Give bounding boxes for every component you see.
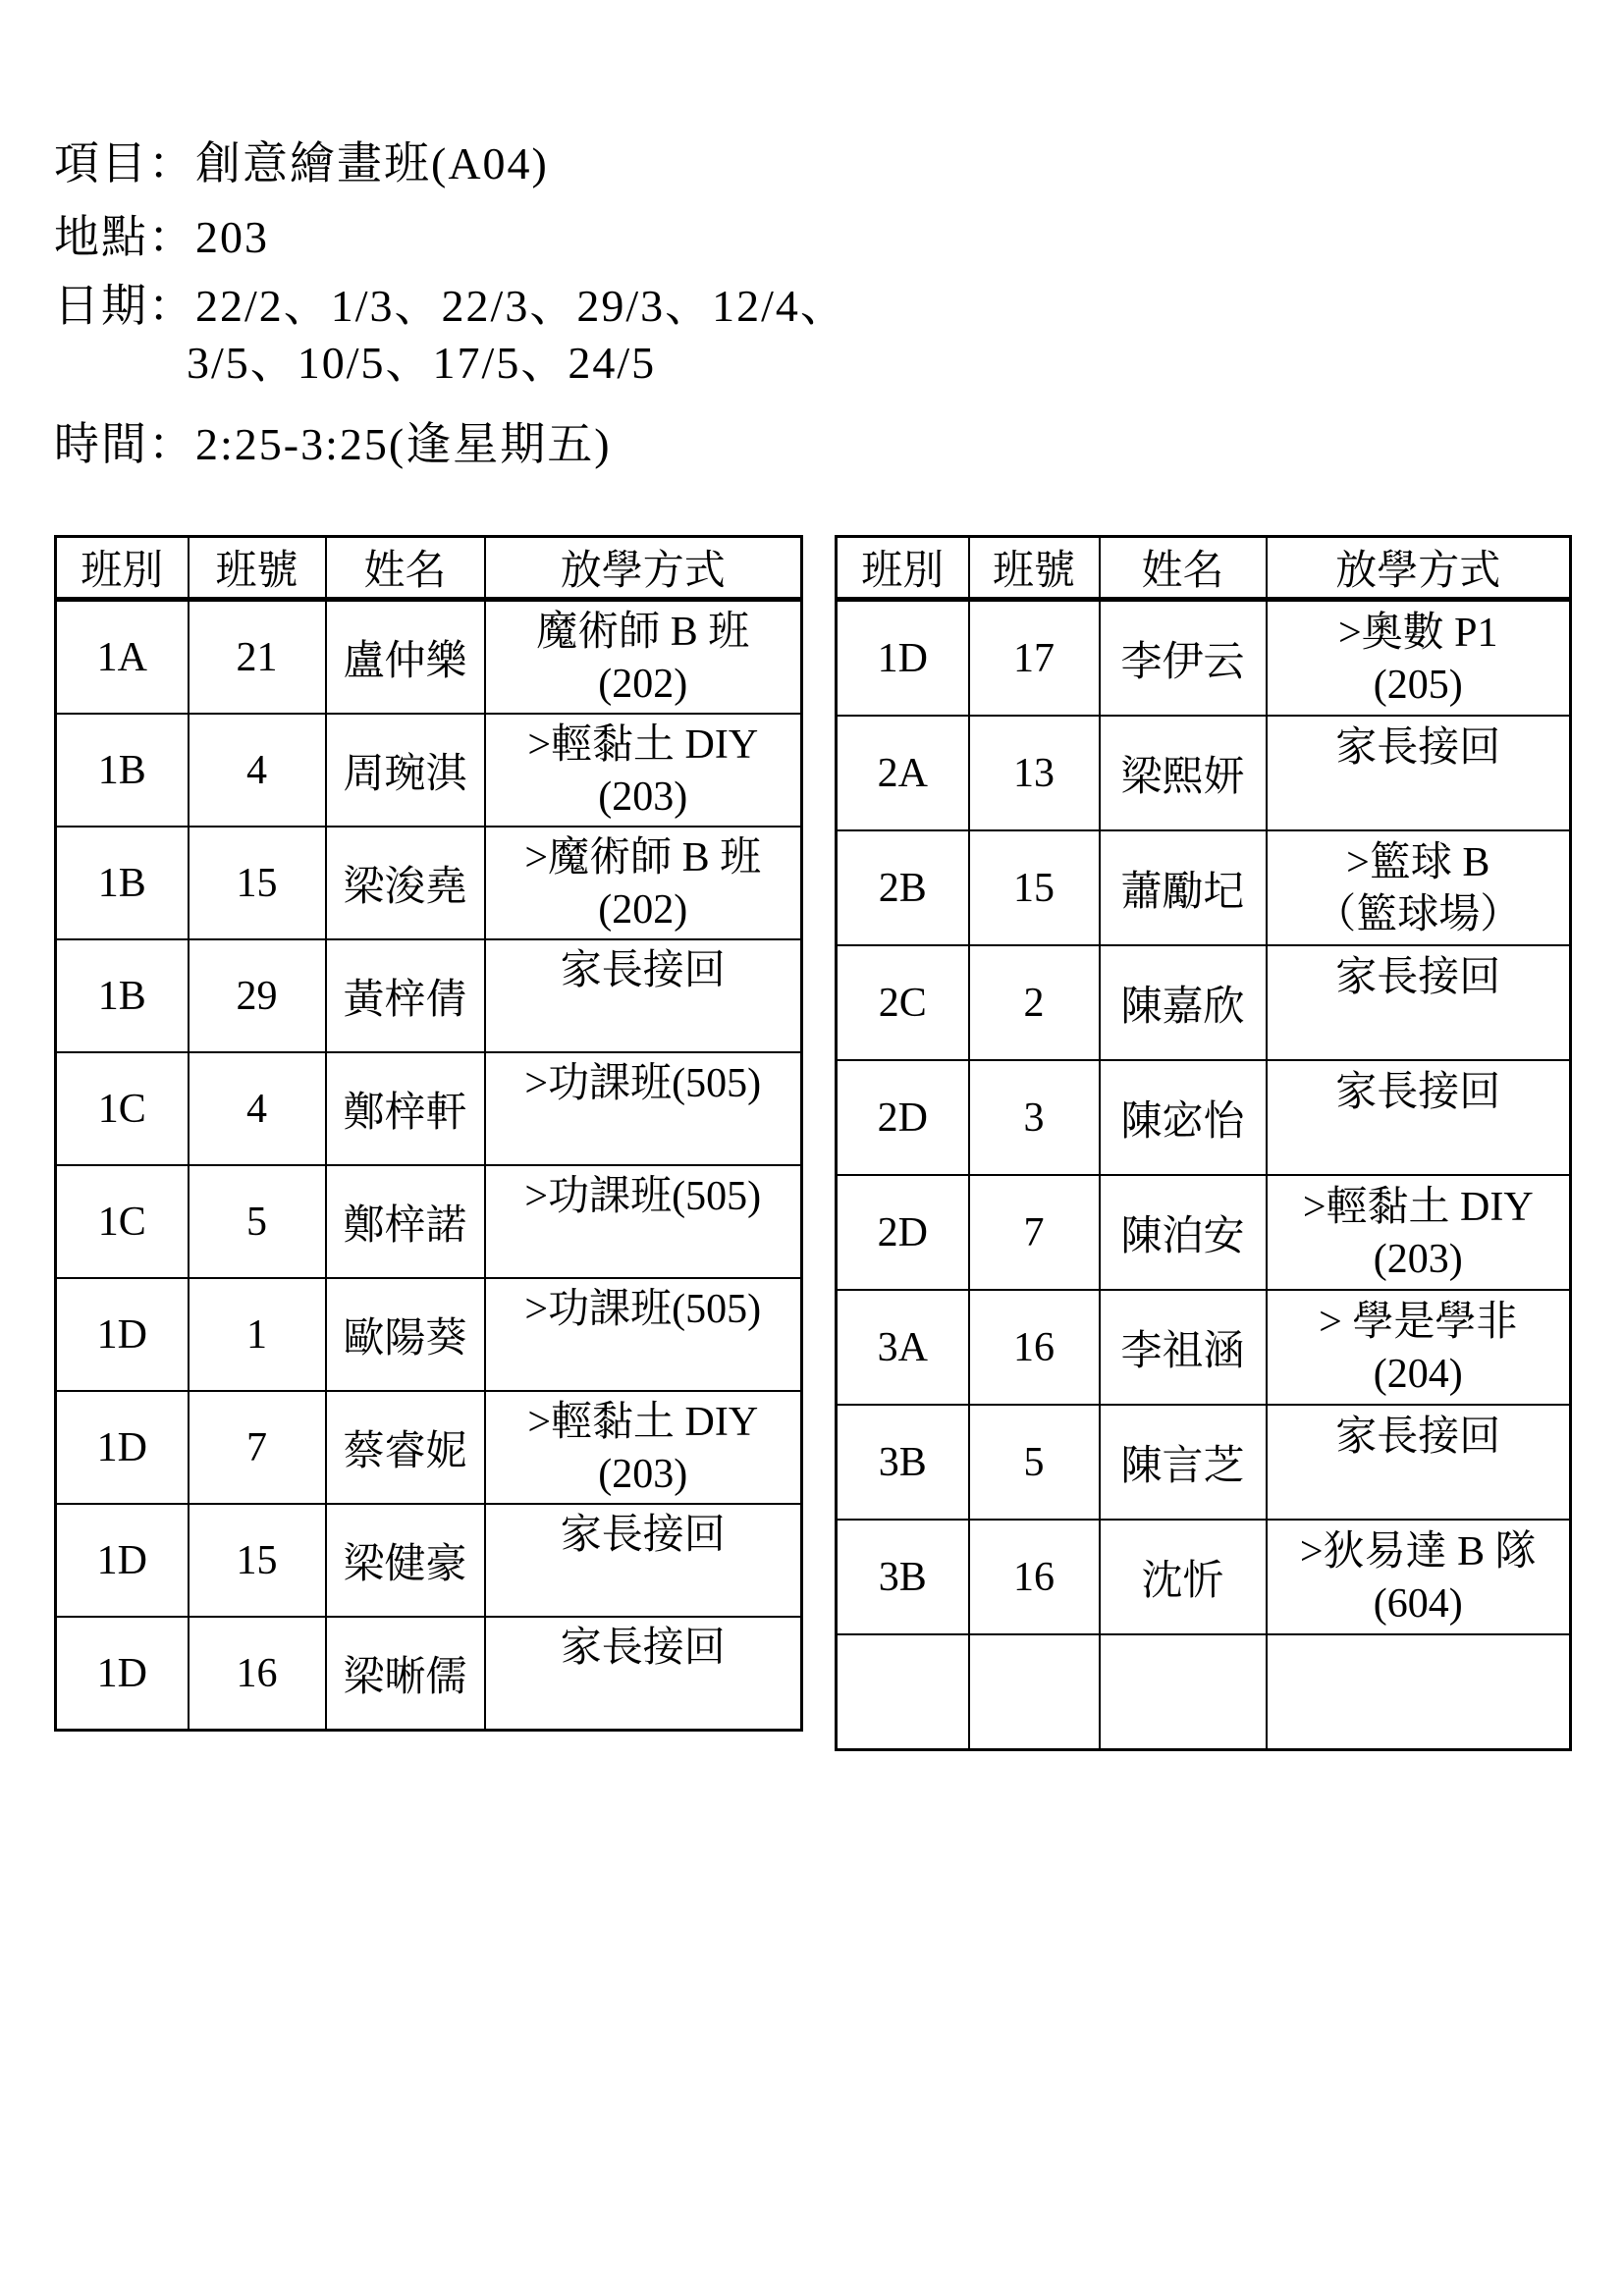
cell-class: 1D [56, 1617, 189, 1731]
method-line-1: >魔術師 B 班 [524, 835, 762, 881]
cell-number: 16 [969, 1520, 1100, 1634]
cell-number: 17 [969, 600, 1100, 717]
cell-class: 3B [837, 1520, 969, 1634]
cell-name: 鄭梓軒 [326, 1052, 485, 1165]
col-header-class: 班別 [56, 537, 189, 600]
table-header-row [837, 537, 1571, 600]
cell-name: 黃梓倩 [326, 939, 485, 1052]
header-item-line: 項目：創意繪畫班(A04) [54, 138, 549, 188]
method-line-2: (204) [1373, 1352, 1463, 1397]
cell-name: 盧仲樂 [326, 600, 485, 715]
col-header-name: 姓名 [1100, 537, 1267, 600]
cell-name: 陳泊安 [1100, 1175, 1267, 1290]
table-row-empty [837, 1634, 1571, 1750]
left-table-wrap [54, 535, 803, 1732]
method-line-1: 家長接回 [1335, 725, 1501, 771]
table-row [56, 1617, 802, 1731]
cell-name: 梁熙妍 [1100, 716, 1267, 830]
cell-method [485, 1617, 802, 1731]
cell-class: 1D [837, 600, 969, 717]
cell-number [969, 1634, 1100, 1750]
cell-name: 陳宓怡 [1100, 1060, 1267, 1175]
cell-method [1267, 600, 1571, 717]
method-line-1: >輕黏土 DIY [1302, 1185, 1534, 1230]
cell-number: 1 [189, 1278, 326, 1391]
col-header-method: 放學方式 [485, 537, 802, 600]
cell-name: 梁晰儒 [326, 1617, 485, 1731]
cell-number: 16 [189, 1617, 326, 1731]
method-line-2 [1268, 1693, 1570, 1745]
method-line-2 [486, 1223, 801, 1275]
cell-class: 2C [837, 945, 969, 1060]
method-line-1: >功課班(505) [524, 1061, 762, 1106]
method-line-1: 家長接回 [560, 1626, 726, 1671]
cell-number: 21 [189, 600, 326, 715]
cell-method [1267, 1405, 1571, 1520]
cell-class: 1A [56, 600, 189, 715]
method-line-1: 家長接回 [1335, 1070, 1501, 1115]
cell-number: 15 [189, 1504, 326, 1617]
col-header-method: 放學方式 [1267, 537, 1571, 600]
table-row [837, 945, 1571, 1060]
cell-number: 5 [189, 1165, 326, 1278]
col-header-number: 班號 [969, 537, 1100, 600]
cell-name: 蔡睿妮 [326, 1391, 485, 1504]
cell-number: 13 [969, 716, 1100, 830]
right-table-wrap [835, 535, 1572, 1751]
method-line-1: >奧數 P1 [1337, 611, 1498, 656]
table-row [837, 1060, 1571, 1175]
method-line-1: > 學是學非 [1319, 1300, 1518, 1345]
method-line-2: (203) [598, 1452, 688, 1497]
cell-method [485, 714, 802, 827]
method-line-2: （籃球場） [1315, 892, 1522, 937]
method-line-2: (202) [598, 662, 688, 707]
cell-method [1267, 1520, 1571, 1634]
method-line-1: >籃球 B [1346, 840, 1490, 885]
table-row [56, 1165, 802, 1278]
cell-class: 1B [56, 939, 189, 1052]
cell-method [485, 1278, 802, 1391]
cell-method [1267, 1634, 1571, 1750]
method-line-2: (203) [598, 774, 688, 820]
method-line-2 [486, 1110, 801, 1162]
method-line-2: (604) [1373, 1581, 1463, 1627]
table-row [56, 600, 802, 715]
col-header-name: 姓名 [326, 537, 485, 600]
col-header-number: 班號 [189, 537, 326, 600]
cell-name: 蕭勵圮 [1100, 830, 1267, 945]
method-line-1: 家長接回 [1335, 955, 1501, 1000]
header-date-line-1: 日期：22/2、1/3、22/3、29/3、12/4、 [54, 281, 847, 331]
table-row [837, 830, 1571, 945]
cell-class: 1B [56, 714, 189, 827]
cell-number: 16 [969, 1290, 1100, 1405]
method-line-2 [486, 1336, 801, 1388]
header-time-line: 時間：2:25-3:25(逢星期五) [54, 419, 612, 469]
col-header-class: 班別 [837, 537, 969, 600]
cell-number: 5 [969, 1405, 1100, 1520]
cell-method [485, 1052, 802, 1165]
table-row [56, 939, 802, 1052]
table-row [837, 1520, 1571, 1634]
cell-method [485, 600, 802, 715]
cell-number: 15 [969, 830, 1100, 945]
table-row [837, 1175, 1571, 1290]
cell-name: 梁浚堯 [326, 827, 485, 939]
cell-name: 沈忻 [1100, 1520, 1267, 1634]
cell-class: 1D [56, 1278, 189, 1391]
cell-method [485, 827, 802, 939]
method-line-1: >狄易達 B 隊 [1299, 1529, 1537, 1575]
table-row [56, 1391, 802, 1504]
cell-number: 7 [969, 1175, 1100, 1290]
cell-method [1267, 830, 1571, 945]
method-line-2: (205) [1373, 663, 1463, 708]
cell-class: 1D [56, 1504, 189, 1617]
cell-method [485, 1165, 802, 1278]
table-row [56, 1278, 802, 1391]
cell-name: 鄭梓諾 [326, 1165, 485, 1278]
table-row [56, 714, 802, 827]
method-line-2 [1268, 1004, 1570, 1056]
cell-method [1267, 716, 1571, 830]
cell-class: 2D [837, 1175, 969, 1290]
method-line-2 [1268, 1464, 1570, 1516]
table-row [56, 1052, 802, 1165]
cell-method [485, 1391, 802, 1504]
cell-name: 李伊云 [1100, 600, 1267, 717]
header-date-line-2: 3/5、10/5、17/5、24/5 [187, 338, 657, 388]
cell-name: 歐陽葵 [326, 1278, 485, 1391]
method-line-1: >功課班(505) [524, 1174, 762, 1219]
table-row [837, 716, 1571, 830]
cell-number: 7 [189, 1391, 326, 1504]
cell-class: 2D [837, 1060, 969, 1175]
cell-name: 陳言芝 [1100, 1405, 1267, 1520]
method-line-2 [1268, 774, 1570, 827]
method-line-1: >輕黏土 DIY [527, 1400, 759, 1445]
cell-name: 周琬淇 [326, 714, 485, 827]
table-row [837, 1290, 1571, 1405]
method-line-2 [486, 997, 801, 1049]
cell-class: 1B [56, 827, 189, 939]
method-line-2 [1268, 1119, 1570, 1171]
table-row [56, 1504, 802, 1617]
method-line-1: 魔術師 B 班 [536, 610, 750, 655]
cell-method [1267, 1175, 1571, 1290]
method-line-2: (203) [1373, 1237, 1463, 1282]
table-row [837, 600, 1571, 717]
table-header-row [56, 537, 802, 600]
cell-number: 4 [189, 1052, 326, 1165]
method-line-1: 家長接回 [560, 1513, 726, 1558]
cell-class: 3B [837, 1405, 969, 1520]
method-line-2 [486, 1562, 801, 1614]
cell-class: 2A [837, 716, 969, 830]
table-row [56, 827, 802, 939]
header-location-line: 地點：203 [54, 212, 269, 262]
cell-number: 15 [189, 827, 326, 939]
cell-number: 4 [189, 714, 326, 827]
cell-class: 1C [56, 1052, 189, 1165]
method-line-1: >輕黏土 DIY [527, 722, 759, 768]
method-line-2 [486, 1675, 801, 1727]
method-line-1: 家長接回 [1335, 1415, 1501, 1460]
cell-name: 梁健豪 [326, 1504, 485, 1617]
cell-method [1267, 945, 1571, 1060]
cell-method [485, 939, 802, 1052]
cell-class: 3A [837, 1290, 969, 1405]
cell-number: 2 [969, 945, 1100, 1060]
left-table [54, 535, 803, 1732]
right-table [835, 535, 1572, 1751]
cell-number: 29 [189, 939, 326, 1052]
cell-name: 李祖涵 [1100, 1290, 1267, 1405]
cell-number: 3 [969, 1060, 1100, 1175]
cell-class: 1D [56, 1391, 189, 1504]
cell-class: 2B [837, 830, 969, 945]
cell-method [1267, 1290, 1571, 1405]
cell-name [1100, 1634, 1267, 1750]
cell-method [485, 1504, 802, 1617]
cell-class [837, 1634, 969, 1750]
table-row [837, 1405, 1571, 1520]
method-line-1 [1268, 1641, 1570, 1693]
method-line-1: >功課班(505) [524, 1287, 762, 1332]
method-line-2: (202) [598, 887, 688, 933]
method-line-1: 家長接回 [560, 948, 726, 993]
cell-method [1267, 1060, 1571, 1175]
cell-class: 1C [56, 1165, 189, 1278]
cell-name: 陳嘉欣 [1100, 945, 1267, 1060]
